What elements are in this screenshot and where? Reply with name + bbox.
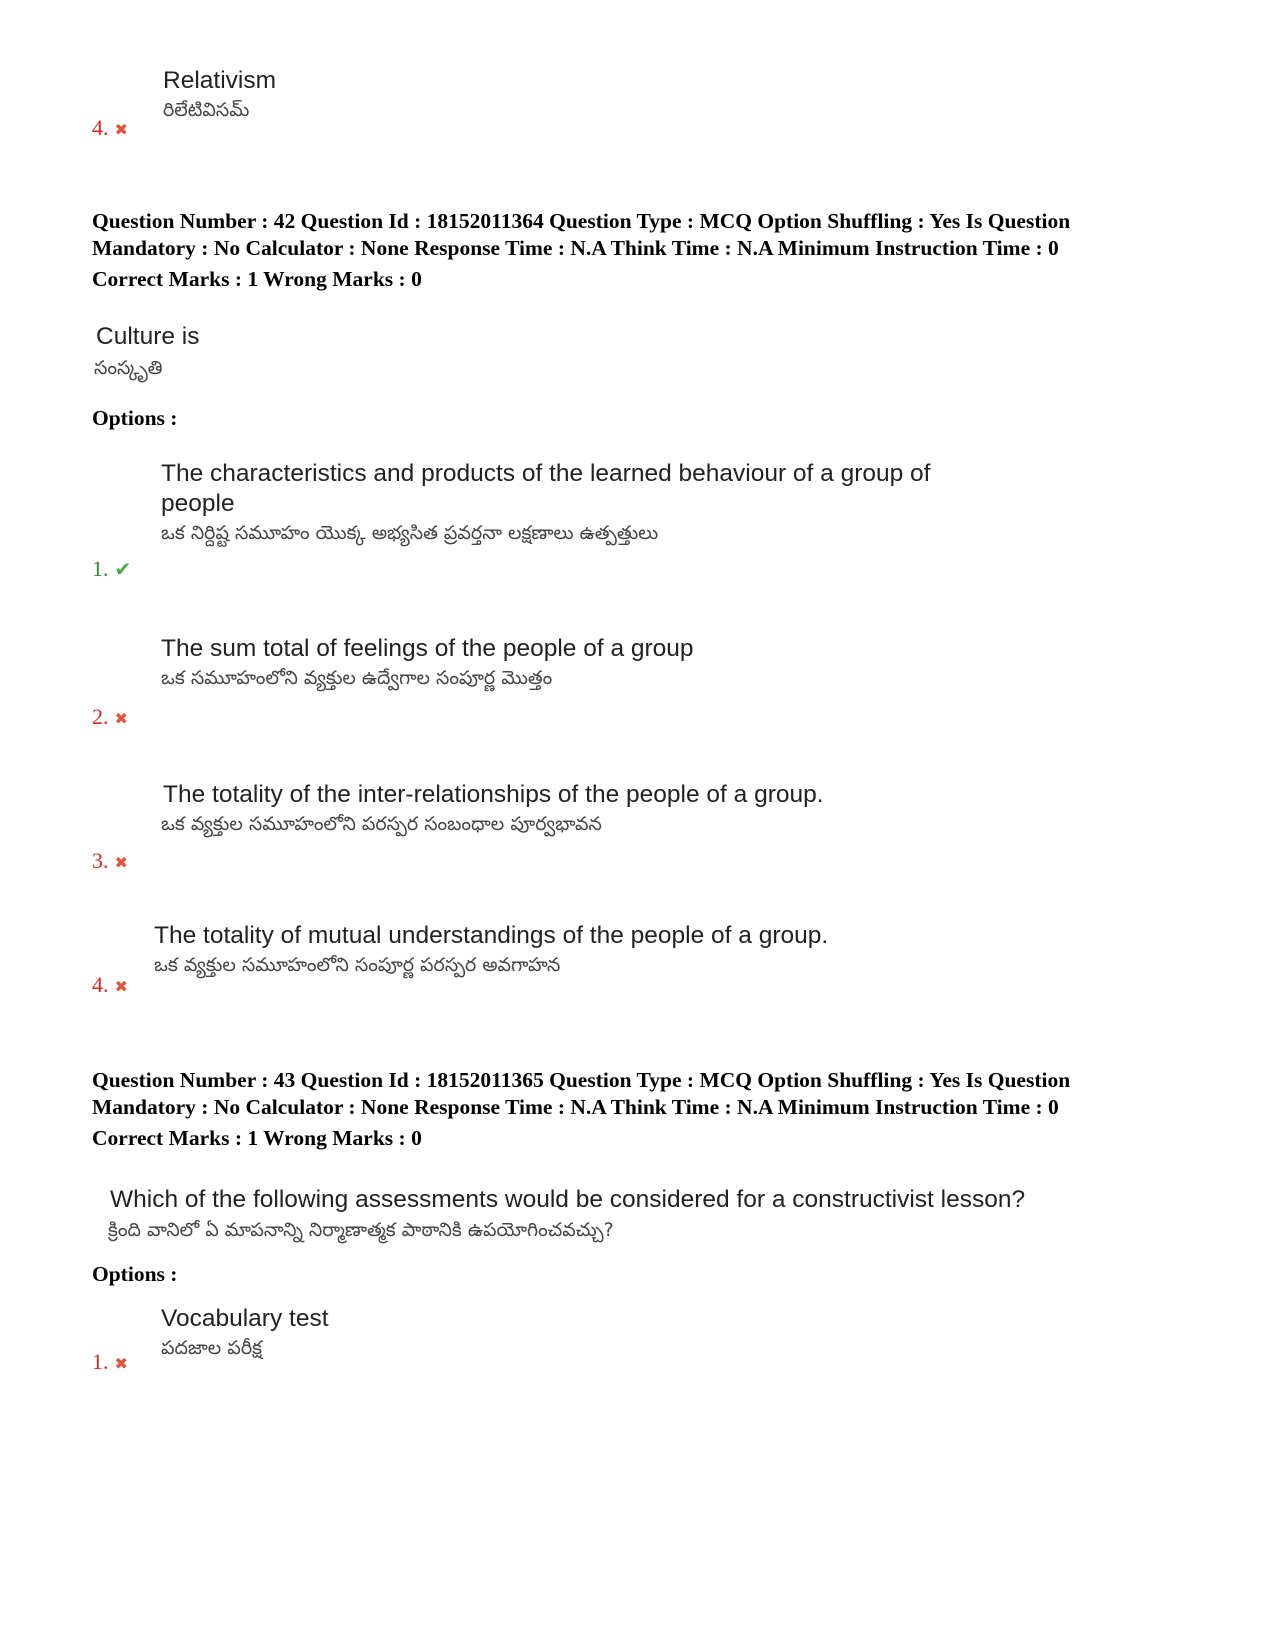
option-text-te: ఒక వ్యక్తుల సమూహంలోని పరస్పర సంబంధాల పూర్వభావన: [161, 813, 602, 835]
question-meta: Question Number : 42 Question Id : 18152011364 Question Type : MCQ Option Shuffling : Yes Is Question Mandatory : No Calculator : None Response Time : N.A Think Time : N.A Minimum Instruction Time : 0 Correct Marks : 1 Wrong Marks : 0: [92, 209, 1071, 291]
option-number: 1. ✖: [92, 1349, 128, 1374]
option-text-en: The characteristics and products of the learned behaviour of a group of people: [161, 460, 931, 517]
cross-mark-icon: ✖: [114, 709, 128, 728]
question-stem-en: Culture is: [96, 323, 200, 350]
cross-mark-icon: ✖: [114, 120, 128, 139]
option-number: 3. ✖: [92, 848, 128, 873]
options-label: Options :: [92, 406, 178, 430]
question-stem-te: క్రింది వానిలో ఏ మాపనాన్ని నిర్మాణాత్మక పాఠానికి ఉపయోగించవచ్చు?: [108, 1219, 614, 1241]
option-text-te: పదజాల పరీక్ష: [161, 1337, 263, 1359]
option-text-te: రిలేటివిసమ్: [163, 99, 250, 121]
option-number: 1. ✔: [92, 556, 132, 581]
cross-mark-icon: ✖: [114, 853, 128, 872]
option-number: 2. ✖: [92, 704, 128, 729]
option-text-en: The totality of the inter-relationships of the people of a group.: [163, 781, 824, 808]
option-text-en: Relativism: [163, 67, 276, 94]
option-text-te: ఒక వ్యక్తుల సమూహంలోని సంపూర్ణ పరస్పర అవగాహన: [154, 954, 561, 976]
option-text-en: Vocabulary test: [161, 1305, 329, 1332]
cross-mark-icon: ✖: [114, 1354, 128, 1373]
option-number: 4. ✖: [92, 972, 128, 997]
option-text-te: ఒక నిర్దిష్ట సమూహం యొక్క అభ్యసిత ప్రవర్తనా లక్షణాలు ఉత్పత్తులు: [161, 522, 659, 544]
option-number: 4. ✖: [92, 115, 128, 140]
check-mark-icon: ✔: [114, 557, 132, 581]
option-text-te: ఒక సమూహంలోని వ్యక్తుల ఉద్వేగాల సంపూర్ణ మొత్తం: [161, 667, 553, 689]
cross-mark-icon: ✖: [114, 977, 128, 996]
question-meta: Question Number : 43 Question Id : 18152011365 Question Type : MCQ Option Shuffling : Yes Is Question Mandatory : No Calculator : None Response Time : N.A Think Time : N.A Minimum Instruction Time : 0 Correct Marks : 1 Wrong Marks : 0: [92, 1068, 1071, 1150]
option-text-en: The sum total of feelings of the people of a group: [161, 635, 694, 662]
option-text-en: The totality of mutual understandings of the people of a group.: [154, 922, 829, 949]
question-stem-te: సంస్కృతి: [94, 357, 163, 379]
question-stem-en: Which of the following assessments would be considered for a constructivist lesson?: [110, 1186, 1026, 1213]
options-label: Options :: [92, 1262, 178, 1286]
